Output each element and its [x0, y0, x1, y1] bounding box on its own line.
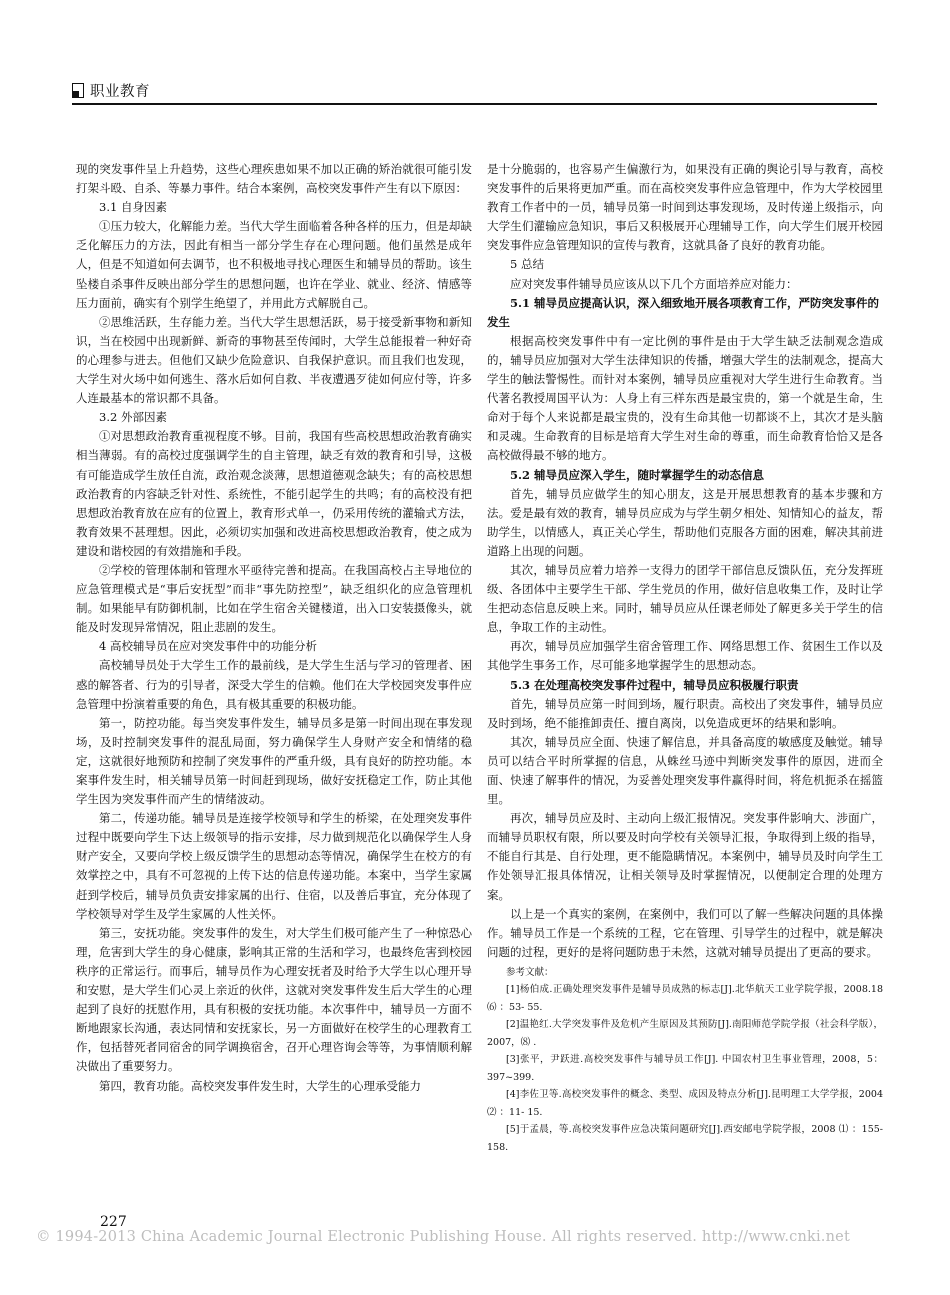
section-heading: 3.2 外部因素 [99, 410, 167, 425]
paragraph: 再次，辅导员应加强学生宿舍管理工作、网络思想工作、贫困生工作以及其他学生事务工作，尽可能多地掌握学生的思想动态。 [487, 639, 883, 673]
reference-item: [3]张平，尹跃进.高校突发事件与辅导员工作[J]. 中国农村卫生事业管理，2008，5：397~399. [487, 1054, 883, 1083]
section-heading: 4 高校辅导员在应对突发事件中的功能分析 [99, 639, 317, 654]
reference-item: [4]李佐卫等.高校突发事件的概念、类型、成因及特点分析[J].昆明理工大学学报，2004 ⑵ ：11- 15. [487, 1089, 883, 1118]
paragraph: 高校辅导员处于大学生工作的最前线，是大学生生活与学习的管理者、困惑的解答者、行为的引导者，深受大学生的信赖。他们在大学校园突发事件应急管理中扮演着重要的角色，具有极其重要的积极功能。 [76, 658, 472, 711]
paragraph: 其次，辅导员应着力培养一支得力的团学干部信息反馈队伍，充分发挥班级、各团体中主要学生干部、学生党员的作用，做好信息收集工作，及时让学生把动态信息反映上来。同时，辅导员应从任课老师处了解更多关于学生的信息，争取工作的主动性。 [487, 562, 883, 635]
paragraph: 首先，辅导员应做学生的知心朋友，这是开展思想教育的基本步骤和方法。爱是最有效的教育，辅导员应成为与学生朝夕相处、知情知心的益友，帮助学生，以情感人，真正关心学生，帮助他们克服各方面的困难，解决其前进道路上出现的问题。 [487, 486, 883, 558]
paragraph: 第四，教育功能。高校突发事件发生时，大学生的心理承受能力 [99, 1078, 421, 1093]
section-heading: 5.2 辅导员应深入学生，随时掌握学生的动态信息 [510, 467, 765, 482]
reference-item: [2]温艳红.大学突发事件及危机产生原因及其预防[J].南阳师范学院学报（社会科学版），2007，⑻ . [487, 1019, 883, 1048]
paragraph: 以上是一个真实的案例，在案例中，我们可以了解一些解决问题的具体操作。辅导员工作是一个系统的工程，它在管理、引导学生的过程中，就是解决问题的过程，更好的是将问题防患于未然，这就对辅导员提出了更高的要求。 [487, 906, 883, 959]
paragraph: 是十分脆弱的，也容易产生偏激行为，如果没有正确的舆论引导与教育，高校突发事件的后果将更加严重。而在高校突发事件应急管理中，作为大学校园里教育工作者中的一员，辅导员第一时间到达事发现场，及时传递上级指示，向大学生们灌输应急知识，事后又积极展开心理辅导工作，向大学生们展开校园突发事件应急管理知识的宣传与教育，这就具备了良好的教育功能。 [487, 162, 883, 253]
paragraph: ①压力较大，化解能力差。当代大学生面临着各种各样的压力，但是却缺乏化解压力的方法，因此有相当一部分学生存在心理问题。他们虽然是成年人，但是不知道如何去调节，也不积极地寻找心理医生和辅导员的帮助。该生坠楼自杀事件反映出部分学生的思想问题，也许在学业、就业、经济、情感等压力面前，确实有个别学生绝望了，并用此方式解脱自己。 [76, 219, 472, 310]
right-column [487, 160, 883, 1156]
header-rule [72, 103, 877, 105]
section-heading: 5.3 在处理高校突发事件过程中，辅导员应积极履行职责 [510, 677, 799, 692]
paragraph: 首先，辅导员应第一时间到场，履行职责。高校出了突发事件，辅导员应及时到场，绝不能推卸责任、擅自离岗，以免造成更坏的结果和影响。 [487, 696, 883, 730]
paragraph: 第一，防控功能。每当突发事件发生，辅导员多是第一时间出现在事发现场，及时控制突发事件的混乱局面，努力确保学生人身财产安全和情绪的稳定，这就很好地预防和控制了突发事件的严重升级，具有良好的防控功能。本案事件发生时，相关辅导员第一时间赶到现场，做好安抚稳定工作，防止其他学生因为突发事件而产生的情绪波动。 [76, 715, 472, 807]
paragraph: 第二，传递功能。辅导员是连接学校领导和学生的桥梁，在处理突发事件过程中既要向学生下达上级领导的指示安排，尽力做到规范化以确保学生人身财产安全，又要向学校上级反馈学生的思想动态等情况，确保学生在校方的有效掌控之中，具有不可忽视的上传下达的信息传递功能。本案中，当学生家属赶到学校后，辅导员负责安排家属的出行、住宿，以及善后事宜，充分体现了学校领导对学生及学生家属的人性关怀。 [76, 811, 472, 921]
right-column-body [487, 160, 883, 962]
paragraph: 现的突发事件呈上升趋势，这些心理疾患如果不加以正确的矫治就很可能引发打架斗殴、自杀、等暴力事件。结合本案例，高校突发事件产生有以下原因： [76, 162, 472, 196]
page-number: 227 [100, 1214, 127, 1230]
paragraph: ①对思想政治教育重视程度不够。目前，我国有些高校思想政治教育确实相当薄弱。有的高校过度强调学生的自主管理，缺乏有效的教育和引导，这极有可能造成学生放任自流，政治观念淡薄，思想道德观念缺失；有的高校思想政治教育的内容缺乏针对性、系统性，不能引起学生的共鸣；有的高校没有把思想政治教育放在应有的位置上，教育形式单一，仍采用传统的灌输式方法，教育效果不甚理想。因此，必须切实加强和改进高校思想政治教育，使之成为建设和谐校园的有效措施和手段。 [76, 429, 472, 558]
left-column [76, 160, 472, 1096]
references-title: 参考文献： [506, 966, 554, 978]
section-heading: 3.1 自身因素 [99, 200, 167, 215]
reference-item: [5]于孟晨，等.高校突发事件应急决策问题研究[J].西安邮电学院学报，2008 ⑴ ：155- 158. [487, 1124, 883, 1153]
section-heading: 5 总结 [510, 257, 544, 272]
paragraph: 根据高校突发事件中有一定比例的事件是由于大学生缺乏法制观念造成的，辅导员应加强对大学生法律知识的传播，增强大学生的法制观念，提高大学生的触法警惕性。而针对本案例，辅导员应重视对大学生进行生命教育。当代著名教授周国平认为：人身上有三样东西是最宝贵的，第一个就是生命，生命对于每个人来说都是最宝贵的，没有生命其他一切都谈不上，其次才是头脑和灵魂。生命教育的目标是培育大学生对生命的尊重，而生命教育恰恰又是各高校做得最不够的地方。 [487, 333, 883, 463]
journal-section-title: 职业教育 [90, 84, 150, 100]
header-square-icon [72, 83, 84, 98]
references [487, 964, 883, 1157]
paragraph: 第三，安抚功能。突发事件的发生，对大学生们极可能产生了一种惊恐心理，危害到大学生的身心健康，影响其正常的生活和学习，也最终危害到校园秩序的正常运行。而事后，辅导员作为心理安抚者及时给予大学生以心理开导和安慰，是大学生们心灵上亲近的伙伴，这就对突发事件发生后大学生的心理起到了良好的抚慰作用，具有积极的安抚功能。本次事件中，辅导员一方面不断地跟家长沟通，表达同情和安抚家长，另一方面做好在校学生的心理教育工作，包括替死者同宿舍的同学调换宿舍，召开心理咨询会等等，为事情顺利解决做出了重要努力。 [76, 925, 472, 1074]
paragraph: 应对突发事件辅导员应该从以下几个方面培养应对能力： [510, 276, 798, 291]
section-heading: 5.1 辅导员应提高认识，深入细致地开展各项教育工作，严防突发事件的发生 [487, 295, 880, 329]
paragraph: 其次，辅导员应全面、快速了解信息，并具备高度的敏感度及触觉。辅导员可以结合平时所掌握的信息，从蛛丝马迹中判断突发事件的原因，进而全面、快速了解事件的情况，为妥善处理突发事件赢得时间，将危机扼杀在摇篮里。 [487, 734, 883, 807]
reference-item: [1]杨伯成.正确处理突发事件是辅导员成熟的标志[J].北华航天工业学院学报，2008.18 ⑹ ：53- 55. [487, 984, 883, 1013]
reference-list [487, 981, 883, 1156]
paragraph: ②学校的管理体制和管理水平亟待完善和提高。在我国高校占主导地位的应急管理模式是“事后安抚型”而非“事先防控型”，缺乏组织化的应急管理机制。如果能早有防御机制，比如在学生宿舍关键楼道，出入口安装摄像头，就能及时发现异常情况，阻止悲剧的发生。 [76, 562, 472, 635]
paragraph: ②思维活跃，生存能力差。当代大学生思想活跃，易于接受新事物和新知识，当在校园中出现新鲜、新奇的事物甚至传闻时，大学生总能报着一种好奇的心理参与进去。但他们又缺少危险意识、自我保护意识。而且我们也发现，大学生对火场中如何逃生、落水后如何自救、半夜遭遇歹徒如何应付等，许多人连最基本的常识都不具备。 [76, 314, 472, 406]
paragraph: 再次，辅导员应及时、主动向上级汇报情况。突发事件影响大、涉面广，而辅导员职权有限，所以要及时向学校有关领导汇报，争取得到上级的指导，不能自行其是、自行处理，更不能隐瞒情况。本案例中，辅导员及时向学生工作处领导汇报具体情况，让相关领导及时掌握情况，以便制定合理的处理方案。 [487, 811, 883, 902]
copyright-footer: © 1994-2013 China Academic Journal Electronic Publishing House. All rights reserved. http://www.cnki.net [36, 1229, 850, 1245]
